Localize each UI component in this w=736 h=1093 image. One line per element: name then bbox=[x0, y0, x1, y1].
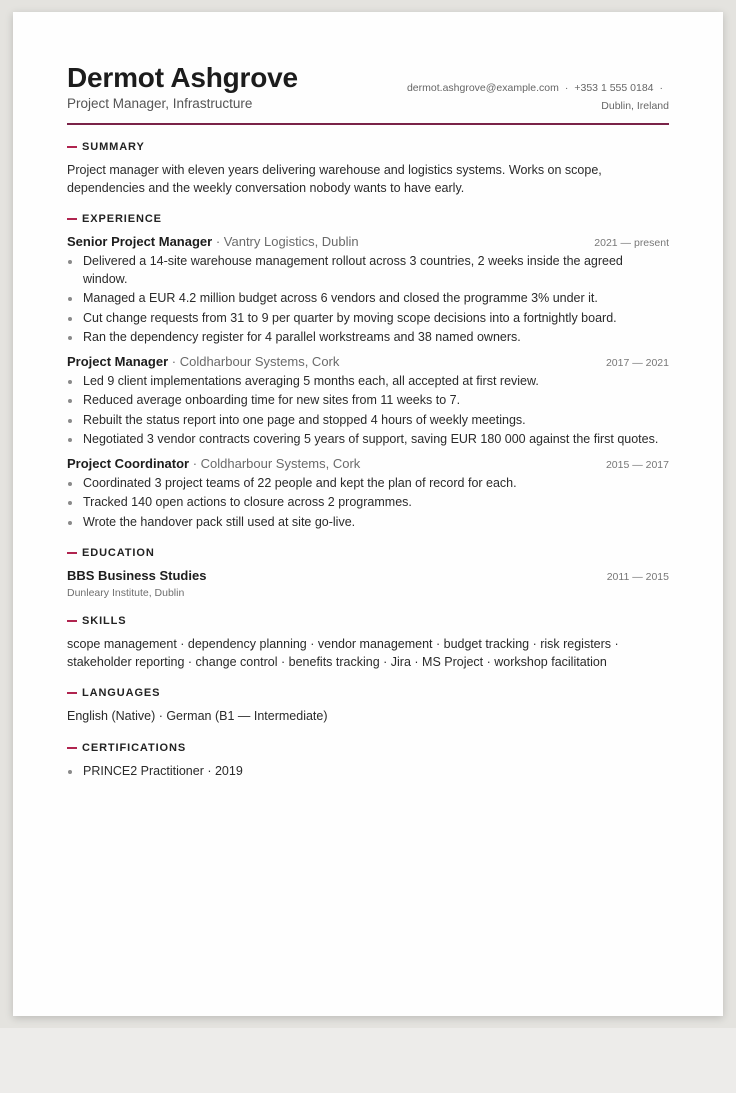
list-item: Negotiated 3 vendor contracts covering 5 years of support, saving EUR 180 000 against the first quotes. bbox=[67, 431, 669, 449]
job-bullets bbox=[67, 373, 669, 449]
skills-text: scope management · dependency planning · vendor management · budget tracking · risk registers · stakeholder reporting · change control · benefits tracking · Jira · MS Project · workshop facilitation bbox=[67, 637, 619, 669]
list-item: Coordinated 3 project teams of 22 people and kept the plan of record for each. bbox=[67, 475, 669, 493]
list-item: Ran the dependency register for 4 parallel workstreams and 38 named owners. bbox=[67, 329, 669, 347]
job-bullets bbox=[67, 253, 669, 347]
languages-section bbox=[67, 687, 669, 726]
job-title: Project Coordinator bbox=[67, 455, 190, 471]
candidate-name: Dermot Ashgrove bbox=[67, 62, 298, 93]
summary-section bbox=[67, 141, 669, 197]
education-dates: 2011 — 2015 bbox=[606, 571, 669, 583]
skills-section bbox=[67, 615, 669, 671]
job-dates: 2015 — 2017 bbox=[605, 458, 669, 471]
job-header bbox=[67, 456, 669, 471]
section-title bbox=[67, 742, 669, 754]
job-dates: 2017 — 2021 bbox=[605, 356, 669, 369]
list-item: Reduced average onboarding time for new sites from 11 weeks to 7. bbox=[67, 392, 669, 410]
section-dash bbox=[67, 218, 77, 220]
summary-title: SUMMARY bbox=[82, 141, 145, 153]
education-header bbox=[67, 568, 669, 583]
job-title: Senior Project Manager bbox=[67, 234, 213, 249]
list-item: PRINCE2 Practitioner · 2019 bbox=[67, 763, 669, 781]
certifications-section bbox=[67, 742, 669, 781]
section-dash bbox=[67, 146, 77, 148]
experience-section bbox=[67, 213, 669, 531]
list-item: Delivered a 14-site warehouse management rollout across 3 countries, 2 weeks inside the agreed window. bbox=[67, 253, 669, 288]
backdrop-bottom bbox=[0, 1028, 736, 1093]
section-title bbox=[67, 687, 669, 699]
job-bullets bbox=[67, 475, 669, 532]
summary-text: Project manager with eleven years delivering warehouse and logistics systems. Works on scope, dependencies and the weekly conversation nobody wants to have early. bbox=[67, 163, 602, 195]
contact-email[interactable]: dermot.ashgrove@example.com bbox=[406, 82, 559, 94]
section-title bbox=[67, 141, 669, 153]
job-header bbox=[67, 234, 669, 249]
section-dash bbox=[67, 747, 77, 749]
list-item: Rebuilt the status report into one page and stopped 4 hours of weekly meetings. bbox=[67, 412, 669, 430]
list-item: Managed a EUR 4.2 million budget across 6 vendors and closed the programme 3% under it. bbox=[67, 290, 669, 308]
list-item: Tracked 140 open actions to closure across 2 programmes. bbox=[67, 494, 669, 512]
section-dash bbox=[67, 552, 77, 554]
education-school: Dunleary Institute, Dublin bbox=[67, 587, 185, 599]
job-dates: 2021 — present bbox=[594, 237, 669, 249]
list-item: Wrote the handover pack still used at site go-live. bbox=[67, 514, 669, 532]
skills-title: SKILLS bbox=[82, 615, 127, 627]
contact-phone[interactable]: +353 1 555 0184 bbox=[574, 82, 654, 94]
job-header bbox=[67, 354, 669, 369]
job-org: · Coldharbour Systems, Cork bbox=[189, 455, 361, 471]
job-entry bbox=[67, 354, 669, 449]
candidate-role: Project Manager, Infrastructure bbox=[67, 96, 253, 111]
contact-info bbox=[407, 79, 669, 115]
contact-location: Dublin, Ireland bbox=[601, 100, 669, 112]
job-org: · Vantry Logistics, Dublin bbox=[212, 234, 359, 249]
section-title bbox=[67, 213, 669, 225]
job-org: · Coldharbour Systems, Cork bbox=[168, 353, 340, 369]
resume-header bbox=[67, 62, 669, 125]
languages-text: English (Native) · German (B1 — Intermediate) bbox=[67, 709, 328, 723]
certifications-list bbox=[67, 763, 669, 781]
job-entry bbox=[67, 234, 669, 347]
section-dash bbox=[67, 620, 77, 622]
resume-page bbox=[13, 12, 723, 1016]
section-title bbox=[67, 615, 669, 627]
education-title: EDUCATION bbox=[82, 547, 155, 559]
list-item: Cut change requests from 31 to 9 per quarter by moving scope decisions into a fortnightly board. bbox=[67, 310, 669, 328]
contact-separator: · bbox=[564, 82, 569, 94]
job-title: Project Manager bbox=[67, 353, 169, 369]
section-title bbox=[67, 547, 669, 559]
certifications-title: CERTIFICATIONS bbox=[82, 741, 187, 754]
education-degree: BBS Business Studies bbox=[67, 568, 207, 583]
contact-separator: · bbox=[659, 82, 663, 94]
languages-title: LANGUAGES bbox=[82, 687, 161, 699]
experience-title: EXPERIENCE bbox=[82, 213, 162, 225]
list-item: Led 9 client implementations averaging 5 months each, all accepted at first review. bbox=[67, 373, 669, 391]
job-entry bbox=[67, 456, 669, 532]
identity bbox=[67, 62, 298, 111]
education-section bbox=[67, 547, 669, 599]
section-dash bbox=[67, 692, 77, 694]
